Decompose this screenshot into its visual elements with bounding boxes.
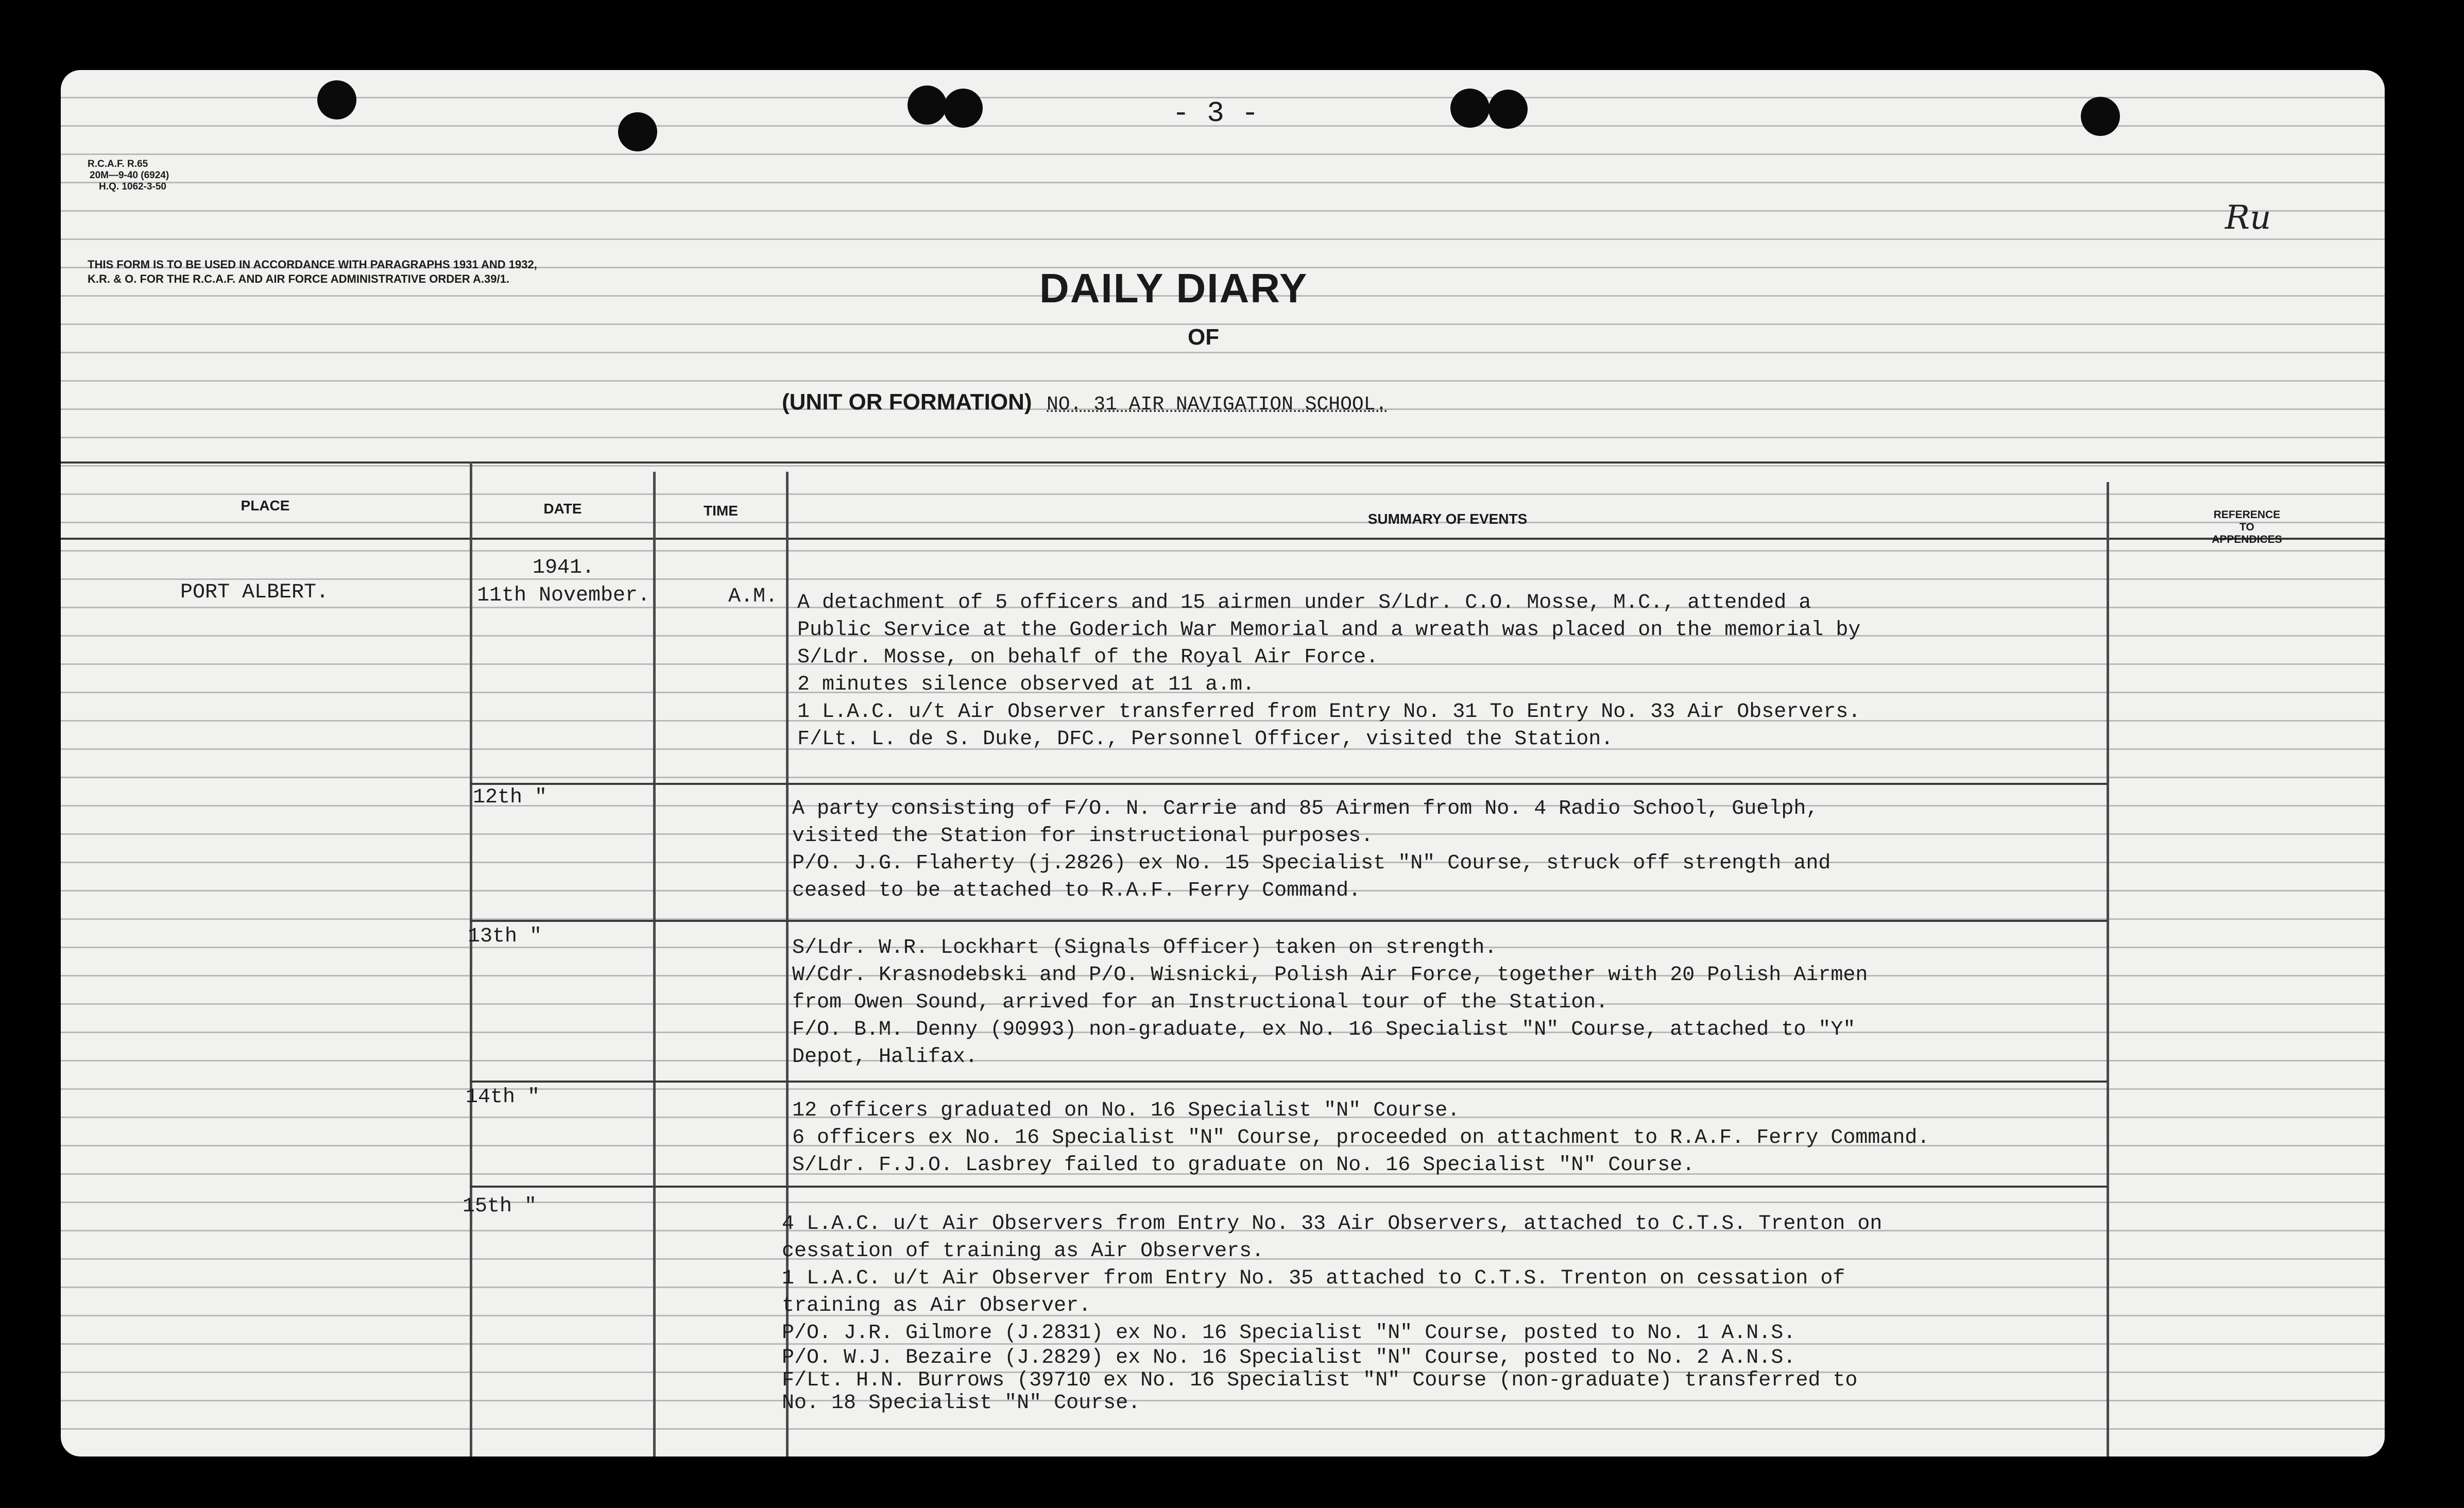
- punch-hole: [1488, 90, 1528, 129]
- entry-summary: [792, 1097, 1929, 1179]
- header-bottom-rule: [61, 538, 2385, 540]
- entry-date: 11th November.: [477, 584, 651, 607]
- summary-line: ceased to be attached to R.A.F. Ferry Command.: [792, 879, 1361, 902]
- punch-hole: [2081, 97, 2120, 136]
- punch-hole: [618, 112, 657, 151]
- column-header-reference: REFERENCE TO APPENDICES: [2212, 509, 2282, 545]
- summary-line: F/Lt. L. de S. Duke, DFC., Personnel Officer, visited the Station.: [797, 728, 1614, 751]
- summary-line: F/Lt. H.N. Burrows (39710 ex No. 16 Specialist "N" Course (non-graduate) transferred to: [782, 1369, 1858, 1392]
- entry-rule: [470, 920, 2108, 922]
- summary-line: training as Air Observer.: [782, 1294, 1091, 1317]
- summary-line: P/O. W.J. Bezaire (J.2829) ex No. 16 Specialist "N" Course, posted to No. 2 A.N.S.: [782, 1346, 1796, 1369]
- page-number: - 3 -: [1172, 97, 1259, 130]
- entry-summary: [782, 1210, 1882, 1415]
- unit-label: (UNIT OR FORMATION): [782, 389, 1032, 415]
- summary-line: 1 L.A.C. u/t Air Observer transferred from Entry No. 31 To Entry No. 33 Air Observers.: [797, 700, 1861, 724]
- entry-summary: [792, 934, 1868, 1071]
- summary-line: from Owen Sound, arrived for an Instructional tour of the Station.: [792, 991, 1609, 1014]
- year-cell: 1941.: [533, 556, 595, 579]
- punch-hole: [1450, 89, 1490, 128]
- page-title: DAILY DIARY: [1039, 265, 1308, 311]
- title-of: OF: [1188, 324, 1220, 350]
- entry-rule: [470, 1081, 2108, 1083]
- column-header-place: PLACE: [241, 498, 290, 513]
- summary-line: 12 officers graduated on No. 16 Specialist "N" Course.: [792, 1099, 1460, 1122]
- column-header-summary: SUMMARY OF EVENTS: [1367, 511, 1528, 527]
- form-code: R.C.A.F. R.65 20M—9-40 (6924) H.Q. 1062-3-50: [88, 159, 169, 192]
- diary-page: [61, 70, 2385, 1456]
- summary-line: No. 18 Specialist "N" Course.: [782, 1392, 1141, 1415]
- summary-line: 2 minutes silence observed at 11 a.m.: [797, 673, 1255, 696]
- entry-rule: [470, 1186, 2108, 1188]
- summary-line: visited the Station for instructional purposes.: [792, 825, 1374, 848]
- entry-date: 12th ": [473, 786, 547, 809]
- entry-summary: [797, 589, 1860, 753]
- summary-line: S/Ldr. W.R. Lockhart (Signals Officer) taken on strength.: [792, 936, 1497, 959]
- entry-date: 13th ": [468, 925, 542, 948]
- punch-hole: [317, 80, 356, 119]
- punch-hole: [908, 85, 947, 125]
- summary-line: 1 L.A.C. u/t Air Observer from Entry No. 35 attached to C.T.S. Trenton on cessation of: [782, 1267, 1845, 1290]
- unit-value: NO. 31 AIR NAVIGATION SCHOOL.: [1047, 393, 1388, 416]
- table-top-rule: [61, 461, 2385, 464]
- entry-date: 14th ": [466, 1086, 540, 1109]
- unit-line: [782, 389, 1387, 416]
- entry-date: 15th ": [463, 1195, 537, 1218]
- initials-signature: Ru: [2225, 199, 2271, 237]
- summary-line: F/O. B.M. Denny (90993) non-graduate, ex No. 16 Specialist "N" Course, attached to "Y": [792, 1018, 1856, 1041]
- summary-line: A detachment of 5 officers and 15 airmen under S/Ldr. C.O. Mosse, M.C., attended a: [797, 591, 1811, 614]
- summary-line: P/O. J.R. Gilmore (J.2831) ex No. 16 Specialist "N" Course, posted to No. 1 A.N.S.: [782, 1322, 1796, 1345]
- summary-line: cessation of training as Air Observers.: [782, 1240, 1264, 1263]
- summary-line: S/Ldr. Mosse, on behalf of the Royal Air Force.: [797, 646, 1379, 669]
- summary-line: Public Service at the Goderich War Memorial and a wreath was placed on the memorial by: [797, 619, 1861, 642]
- summary-line: 4 L.A.C. u/t Air Observers from Entry No. 33 Air Observers, attached to C.T.S. Trenton on: [782, 1212, 1883, 1236]
- entry-summary: [792, 795, 1830, 904]
- place-cell: PORT ALBERT.: [180, 581, 329, 604]
- entry-time: A.M.: [728, 585, 778, 608]
- entry-rule: [470, 783, 2108, 785]
- summary-line: W/Cdr. Krasnodebski and P/O. Wisnicki, Polish Air Force, together with 20 Polish Airmen: [792, 964, 1868, 987]
- summary-line: P/O. J.G. Flaherty (j.2826) ex No. 15 Specialist "N" Course, struck off strength and: [792, 852, 1831, 875]
- summary-line: Depot, Halifax.: [792, 1046, 978, 1069]
- summary-line: 6 officers ex No. 16 Specialist "N" Course, proceeded on attachment to R.A.F. Ferry Command.: [792, 1126, 1930, 1150]
- form-instructions: THIS FORM IS TO BE USED IN ACCORDANCE WITH PARAGRAPHS 1931 AND 1932, K.R. & O. FOR THE R.C.A.F. AND AIR FORCE ADMINISTRATIVE ORDER A.39/1.: [88, 258, 537, 285]
- summary-line: S/Ldr. F.J.O. Lasbrey failed to graduate on No. 16 Specialist "N" Course.: [792, 1154, 1695, 1177]
- column-divider-place: [470, 461, 472, 1456]
- column-header-date: DATE: [543, 501, 582, 517]
- column-header-time: TIME: [704, 503, 738, 519]
- summary-line: A party consisting of F/O. N. Carrie and 85 Airmen from No. 4 Radio School, Guelph,: [792, 797, 1819, 820]
- column-divider-date: [653, 472, 656, 1456]
- punch-hole: [944, 89, 983, 128]
- column-divider-summary: [2107, 482, 2109, 1456]
